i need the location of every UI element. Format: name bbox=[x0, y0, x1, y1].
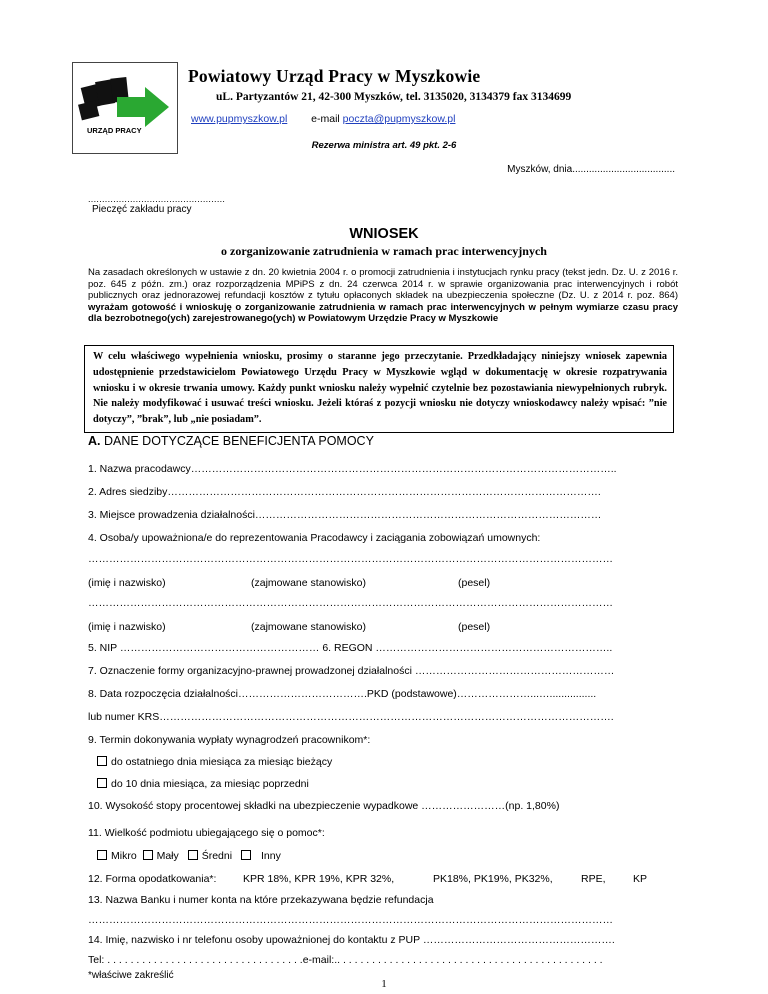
field-tax-form-label: 12. Forma opodatkowania*: bbox=[88, 873, 217, 885]
option-current-month-label: do ostatniego dnia miesiąca za miesiąc bieżący bbox=[111, 756, 333, 768]
representative-2-position-label: (zajmowane stanowisko) bbox=[251, 621, 366, 633]
field-payment-term-label: 9. Termin dokonywania wypłaty wynagrodzeń pracownikom*: bbox=[88, 734, 371, 746]
office-contact bbox=[191, 113, 455, 125]
option-current-month[interactable] bbox=[97, 756, 332, 768]
field-representatives-label: 4. Osoba/y upoważniona/e do reprezentowania Pracodawcy i zaciągania zobowiązań umownych: bbox=[88, 532, 541, 544]
checkbox-other[interactable] bbox=[241, 850, 251, 860]
field-bank-label: 13. Nazwa Banku i numer konta na które przekazywana będzie refundacja bbox=[88, 894, 434, 906]
size-medium-label: Średni bbox=[201, 850, 233, 862]
notice-box: W celu właściwego wypełnienia wniosku, prosimy o staranne jego przeczytanie. Przedkładający niniejszy wniosek zapewnia udostępnienie przedstawicielom Powiatowego Urzędu Pracy w Myszkowie wgląd w dokumentację w okresie rozpatrywania wniosku i w okresie trwania umowy. Każdy punkt wniosku należy wypełnić czytelnie bez pozostawiania niewypełnionych rubryk. Nie należy modyfikować i usuwać treści wniosku. Jeżeli któraś z pozycji wniosku nie dotyczy wnioskodawcy należy wpisać: ”nie dotyczy”, ”brak”, lub „nie posiadam”. bbox=[84, 345, 674, 433]
field-entity-size-label: 11. Wielkość podmiotu ubiegającego się o pomoc*: bbox=[88, 827, 325, 839]
tax-option-kpr[interactable]: KPR 18%, KPR 19%, KPR 32%, bbox=[243, 873, 395, 885]
checkbox-small[interactable] bbox=[143, 850, 153, 860]
reserve-note: Rezerwa ministra art. 49 pkt. 2-6 bbox=[311, 140, 457, 151]
field-krs[interactable]: lub numer KRS…………………………………………………………………………………………………………………. bbox=[88, 711, 614, 723]
field-business-location[interactable]: 3. Miejsce prowadzenia działalności……………………………………………………………………………………… bbox=[88, 509, 602, 521]
field-bank-account[interactable]: …………………………………………………………………………………………………………………………………… bbox=[88, 914, 613, 926]
entity-size-options bbox=[97, 850, 281, 862]
office-title: Powiatowy Urząd Pracy w Myszkowie bbox=[188, 66, 481, 86]
field-representative-1[interactable]: …………………………………………………………………………………………………………………………………… bbox=[88, 553, 613, 565]
field-address[interactable]: 2. Adres siedziby……………………………………………………………………………………………………………. bbox=[88, 486, 601, 498]
intro-bold-text: wyrażam gotowość i wnioskuję o zorganizowanie zatrudnienia w ramach prac interwencyjnych w pełnym wymiarze czasu pracy dla bezrobotnego(ych) zarejestrowanego(ych) w Powiatowym Urzędzie Pracy w Myszkowie bbox=[88, 301, 678, 325]
checkbox-current-month[interactable] bbox=[97, 756, 107, 766]
representative-1-name-label: (imię i nazwisko) bbox=[88, 577, 166, 589]
option-previous-month-label: do 10 dnia miesiąca, za miesiąc poprzedni bbox=[111, 778, 309, 790]
checkbox-micro[interactable] bbox=[97, 850, 107, 860]
field-start-date-pkd[interactable]: 8. Data rozpoczęcia działalności……………………………….PKD (podstawowe)…………………...…................ bbox=[88, 688, 597, 700]
size-other-label: Inny bbox=[260, 850, 281, 862]
section-a-heading bbox=[88, 434, 374, 448]
email-label: e-mail bbox=[311, 113, 340, 125]
representative-1-position-label: (zajmowane stanowisko) bbox=[251, 577, 366, 589]
representative-2-pesel-label: (pesel) bbox=[458, 621, 491, 633]
checkbox-medium[interactable] bbox=[188, 850, 198, 860]
office-address: uL. Partyzantów 21, 42-300 Myszków, tel. 3135020, 3134379 fax 3134699 bbox=[216, 91, 572, 103]
size-small-label: Mały bbox=[156, 850, 179, 862]
field-legal-form[interactable]: 7. Oznaczenie formy organizacyjno-prawnej prowadzonej działalności ………………………………………………… bbox=[88, 665, 615, 677]
intro-paragraph bbox=[88, 267, 678, 325]
section-a-title: DANE DOTYCZĄCE BENEFICJENTA POMOCY bbox=[100, 434, 374, 448]
field-contact-person[interactable]: 14. Imię, nazwisko i nr telefonu osoby upoważnionej do kontaktu z PUP ………………………………………………. bbox=[88, 934, 615, 946]
field-nip-regon[interactable]: 5. NIP ………………………………………………… 6. REGON ………………………………………………………….. bbox=[88, 642, 613, 654]
field-accident-rate[interactable]: 10. Wysokość stopy procentowej składki na ubezpieczenie wypadkowe ……………………(np. 1,80%) bbox=[88, 800, 560, 812]
intro-text: Na zasadach określonych w ustawie z dn. 20 kwietnia 2004 r. o promocji zatrudnienia i instytucjach rynku pracy (tekst jedn. Dz. U. z 2016 r. poz. 645 z późn. zm.) oraz rozporządzenia MPiPS z dn. 24 czerwca 2014 r. w sprawie organizowania prac interwencyjnych i robót publicznych oraz jednorazowej refundacji kosztów z tytułu opłaconych składek na ubezpieczenia społeczne (Dz. U. z 2014 r. poz. 864) bbox=[88, 267, 678, 302]
email-link[interactable]: poczta@pupmyszkow.pl bbox=[342, 113, 456, 125]
tax-option-rpe[interactable]: RPE, bbox=[581, 873, 606, 885]
tax-option-kp[interactable]: KP bbox=[633, 873, 648, 885]
size-micro-label: Mikro bbox=[111, 850, 137, 862]
website-link[interactable]: www.pupmyszkow.pl bbox=[191, 113, 288, 125]
tax-option-pk[interactable]: PK18%, PK19%, PK32%, bbox=[433, 873, 553, 885]
field-employer-name[interactable]: 1. Nazwa pracodawcy………………………………………………………………………………………………………….. bbox=[88, 463, 617, 475]
stamp-label: Pieczęć zakładu pracy bbox=[92, 204, 192, 215]
stamp-line: ................................................. bbox=[88, 194, 226, 204]
footnote: *właściwe zakreślić bbox=[88, 970, 174, 981]
page-number: 1 bbox=[381, 978, 387, 990]
option-previous-month[interactable] bbox=[97, 778, 309, 790]
representative-2-name-label: (imię i nazwisko) bbox=[88, 621, 166, 633]
logo-text: URZĄD PRACY bbox=[87, 126, 142, 135]
section-a-letter: A. bbox=[88, 434, 101, 448]
representative-1-pesel-label: (pesel) bbox=[458, 577, 491, 589]
date-field[interactable]: Myszków, dnia..................................... bbox=[507, 164, 675, 175]
field-tel-email[interactable]: Tel: . . . . . . . . . . . . . . . . . . . . . . . . . . . . . . . . . .e-mail:.. . . . . . . . . . . . . . . . . . . . . . . . . . . . . . . . . . . . . . . . . . . . . . bbox=[88, 954, 603, 966]
form-title: WNIOSEK bbox=[349, 226, 419, 242]
form-subtitle: o zorganizowanie zatrudnienia w ramach prac interwencyjnych bbox=[221, 244, 547, 258]
checkbox-previous-month[interactable] bbox=[97, 778, 107, 788]
field-representative-2[interactable]: …………………………………………………………………………………………………………………………………… bbox=[88, 597, 613, 609]
